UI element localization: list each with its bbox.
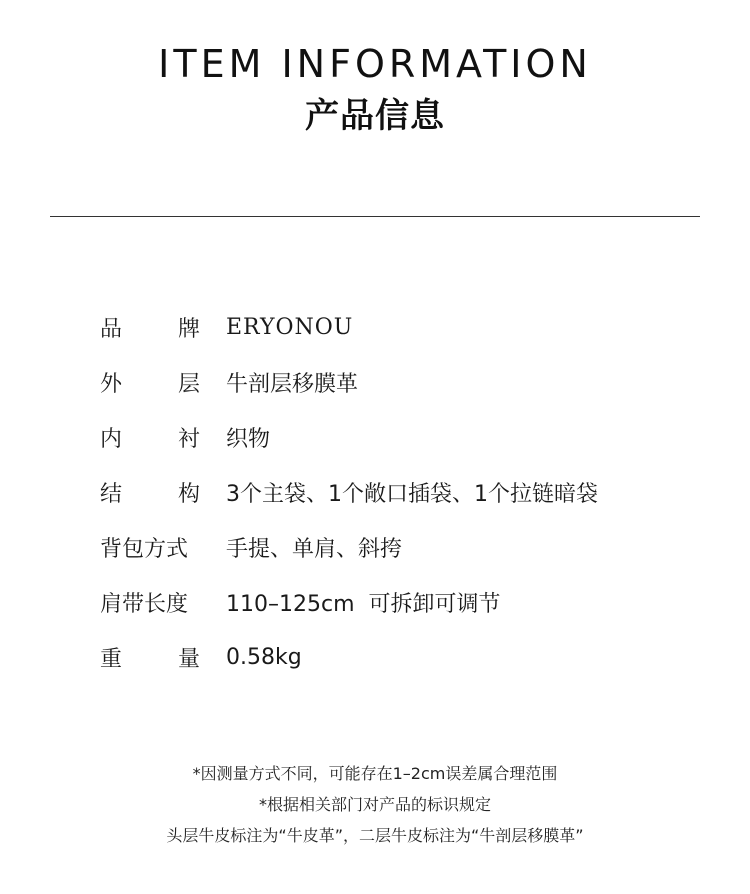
spec-label: [100, 367, 200, 398]
footnote-leather: 头层牛皮标注为“牛皮革”，二层牛皮标注为“牛剖层移膜革”: [166, 826, 584, 845]
spec-label: [100, 422, 200, 453]
spec-row-lining: [100, 410, 700, 465]
spec-label-char: 外: [100, 372, 123, 397]
divider-line: [50, 216, 700, 217]
spec-label: [100, 312, 200, 343]
spec-label-char: 衬: [177, 427, 200, 452]
spec-row-structure: [100, 465, 700, 520]
footnote-labeling: *根据相关部门对产品的标识规定: [258, 795, 491, 814]
spec-label: [100, 642, 200, 673]
spec-value-structure: 3个主袋、1个敞口插袋、1个拉链暗袋: [226, 482, 598, 507]
spec-row-strap-length: [100, 575, 700, 630]
spec-label-char: 重: [100, 647, 123, 672]
spec-label-char: 结: [100, 482, 123, 507]
spec-value-carry-style: 手提、单肩、斜挎: [226, 537, 403, 562]
footnote-measurement: *因测量方式不同，可能存在1–2cm误差属合理范围: [192, 764, 558, 783]
spec-value-outer: 牛剖层移膜革: [226, 372, 359, 397]
title-chinese: 产品信息: [305, 96, 445, 136]
title-english: ITEM INFORMATION: [158, 42, 592, 86]
footnotes: [0, 758, 750, 851]
spec-value-brand: ERYONOU: [226, 315, 354, 340]
spec-label-char: 量: [177, 647, 200, 672]
spec-row-brand: [100, 300, 700, 355]
spec-label: 肩带长度: [100, 592, 189, 617]
spec-value-weight: 0.58kg: [226, 645, 302, 670]
spec-list: [100, 300, 700, 685]
spec-label-char: 品: [100, 317, 123, 342]
spec-value-lining: 织物: [226, 427, 271, 452]
spec-label: 背包方式: [100, 537, 189, 562]
spec-value-strap-length: 110–125cm 可拆卸可调节: [226, 592, 501, 617]
spec-row-carry-style: [100, 520, 700, 575]
spec-label-char: 层: [177, 372, 200, 397]
spec-label-char: 构: [177, 482, 200, 507]
spec-row-weight: [100, 630, 700, 685]
spec-row-outer: [100, 355, 700, 410]
spec-label-char: 牌: [177, 317, 200, 342]
spec-label-char: 内: [100, 427, 123, 452]
spec-label: [100, 477, 200, 508]
